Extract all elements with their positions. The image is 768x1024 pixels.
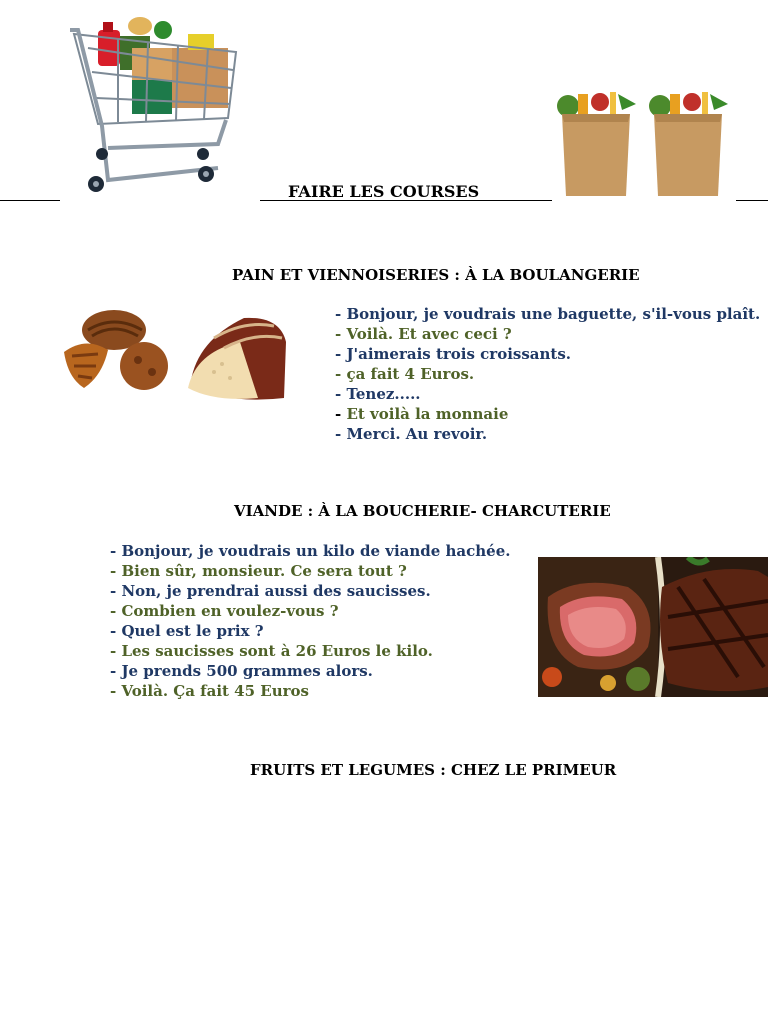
dialog-line: - Bonjour, je voudrais un kilo de viande hachée. xyxy=(110,542,511,560)
bread-loaf-image xyxy=(184,312,290,404)
dialog-line: - Combien en voulez-vous ? xyxy=(110,602,339,620)
dialog-boulangerie xyxy=(335,304,760,444)
title-rule-left xyxy=(0,200,60,201)
section-heading-boucherie: VIANDE : À LA BOUCHERIE- CHARCUTERIE xyxy=(234,502,611,520)
dialog-boucherie xyxy=(110,541,511,701)
title-rule-right xyxy=(736,200,768,201)
dialog-line: - Non, je prendrai aussi des saucisses. xyxy=(110,582,431,600)
page-title: FAIRE LES COURSES xyxy=(288,182,480,201)
dialog-line: - J'aimerais trois croissants. xyxy=(335,345,572,363)
grocery-bag-icon xyxy=(552,90,738,202)
dialog-line: - Les saucisses sont à 26 Euros le kilo. xyxy=(110,642,433,660)
section-heading-primeur: FRUITS ET LEGUMES : CHEZ LE PRIMEUR xyxy=(250,761,617,779)
dialog-line: - Je prends 500 grammes alors. xyxy=(110,662,373,680)
dialog-line: - Bonjour, je voudrais une baguette, s'il-vous plaît. xyxy=(335,305,761,323)
dialog-line: - Merci. Au revoir. xyxy=(335,425,488,443)
dialog-line: - Voilà. Ça fait 45 Euros xyxy=(110,682,309,700)
dialog-line: - Tenez..... xyxy=(335,385,421,403)
meat-image xyxy=(538,557,768,697)
dialog-line xyxy=(335,404,760,424)
shopping-cart-icon xyxy=(68,8,242,198)
section-heading-boulangerie: PAIN ET VIENNOISERIES : À LA BOULANGERIE xyxy=(232,266,640,284)
dialog-line: - Voilà. Et avec ceci ? xyxy=(335,325,512,343)
dialog-line: - ça fait 4 Euros. xyxy=(335,365,475,383)
dialog-line: - Bien sûr, monsieur. Ce sera tout ? xyxy=(110,562,407,580)
dialog-line: - Quel est le prix ? xyxy=(110,622,264,640)
dialog-line-text: Et voilà la monnaie xyxy=(346,405,509,423)
dialog-dash: - xyxy=(335,405,347,423)
pastries-image xyxy=(62,306,170,396)
